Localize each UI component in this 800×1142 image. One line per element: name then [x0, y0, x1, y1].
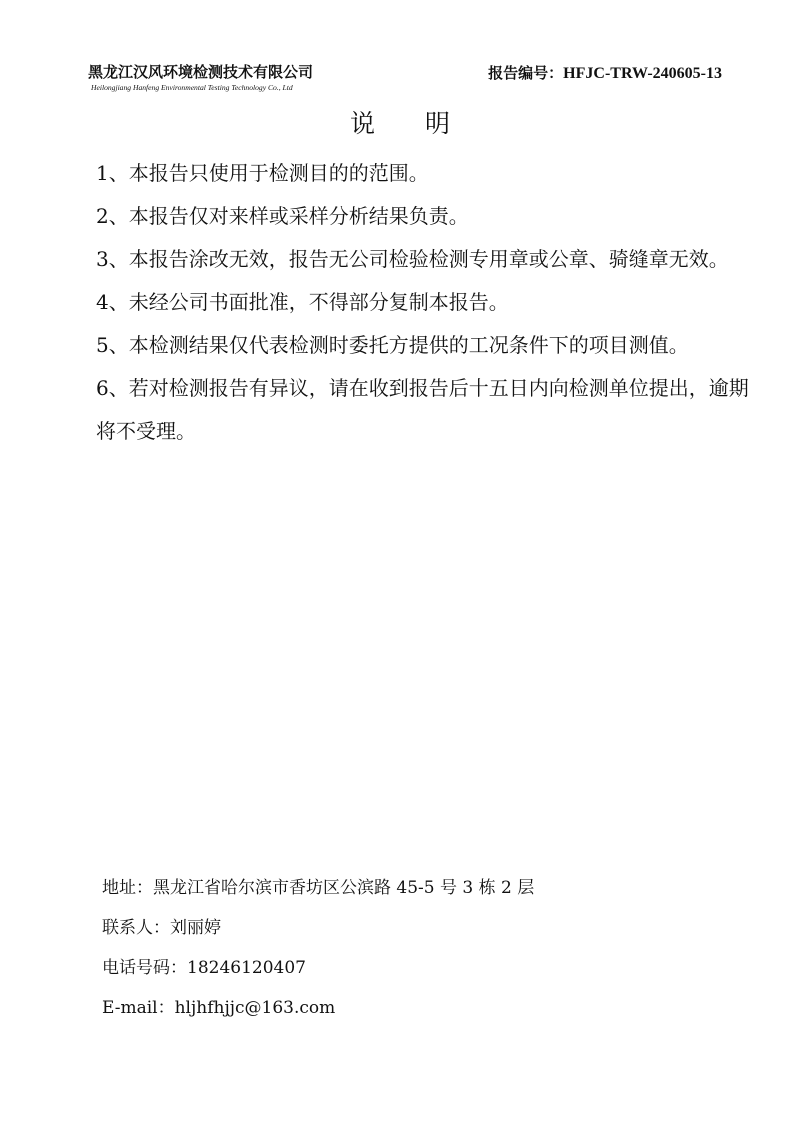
contact-info: [102, 868, 742, 1028]
notes-list: [96, 152, 756, 453]
email-address: E-mail：hljhfhjjc@163.com: [102, 998, 336, 1018]
report-number: [488, 62, 722, 83]
list-item: 5、本检测结果仅代表检测时委托方提供的工况条件下的项目测值。: [96, 333, 689, 357]
phone-number: 电话号码：18246120407: [102, 958, 306, 978]
list-item: 1、本报告只使用于检测目的的范围。: [96, 161, 429, 185]
list-item: 6、若对检测报告有异议，请在收到报告后十五日内向检测单位提出，逾期将不受理。: [96, 376, 749, 443]
company-name-en: Heilongjiang Hanfeng Environmental Testing Technology Co., Ltd: [91, 83, 293, 92]
report-number-value: HFJC-TRW-240605-13: [563, 65, 722, 82]
contact-person: 联系人：刘丽婷: [102, 918, 221, 938]
address: 地址：黑龙江省哈尔滨市香坊区公滨路 45-5 号 3 栋 2 层: [102, 878, 535, 898]
page-title: 说明: [349, 109, 500, 138]
list-item: 2、本报告仅对来样或采样分析结果负责。: [96, 204, 469, 228]
list-item: 4、未经公司书面批准，不得部分复制本报告。: [96, 290, 509, 314]
report-number-label: 报告编号：: [488, 64, 564, 82]
company-name-cn: 黑龙江汉风环境检测技术有限公司: [88, 63, 314, 81]
list-item: 3、本报告涂改无效，报告无公司检验检测专用章或公章、骑缝章无效。: [96, 247, 729, 271]
